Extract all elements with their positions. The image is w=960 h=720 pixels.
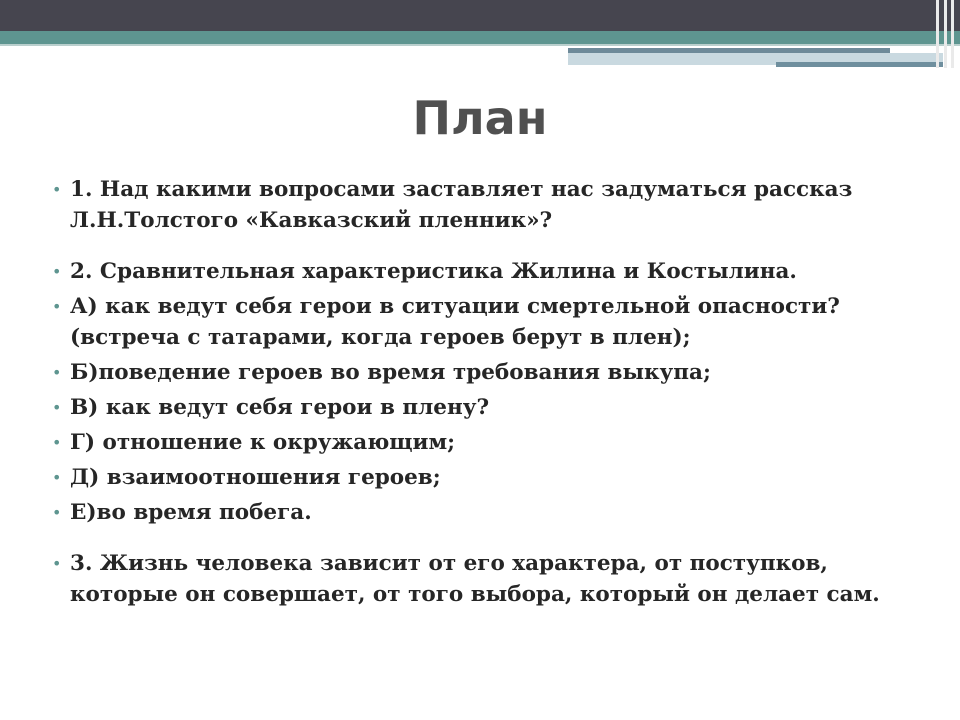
- list-item: [52, 462, 930, 493]
- bullet-icon: •: [52, 180, 62, 199]
- header-decor-bar-upper: [568, 48, 890, 53]
- bullet-icon: •: [52, 554, 62, 573]
- header-dark-band: [0, 0, 960, 31]
- list-item-text: 2. Сравнительная характеристика Жилина и Костылина.: [70, 259, 797, 284]
- list-item-text: Б)поведение героев во время требования выкупа;: [70, 360, 711, 385]
- header-teal-band: [0, 31, 960, 44]
- list-item: [52, 291, 930, 353]
- list-item: [52, 392, 930, 423]
- list-item: [52, 548, 930, 610]
- list-item: [52, 497, 930, 528]
- bullet-icon: •: [52, 297, 62, 316]
- header-edge-lines: [930, 0, 960, 68]
- list-item-text: Е)во время побега.: [70, 500, 312, 525]
- bullet-icon: •: [52, 262, 62, 281]
- bullet-icon: •: [52, 503, 62, 522]
- bullet-icon: •: [52, 433, 62, 452]
- slide-content: [52, 174, 930, 614]
- list-item-text: Г) отношение к окружающим;: [70, 430, 456, 455]
- list-item: [52, 174, 930, 236]
- list-item: [52, 357, 930, 388]
- bullet-icon: •: [52, 363, 62, 382]
- list-item-text: 1. Над какими вопросами заставляет нас задуматься рассказ Л.Н.Толстого «Кавказский пленник»?: [70, 177, 853, 233]
- header-decor-bar-lower: [776, 62, 943, 67]
- bullet-icon: •: [52, 468, 62, 487]
- edge-line: [951, 0, 954, 68]
- list-item-text: В) как ведут себя герои в плену?: [70, 395, 490, 420]
- edge-line: [936, 0, 939, 68]
- bullet-icon: •: [52, 398, 62, 417]
- list-item-text: А) как ведут себя герои в ситуации смертельной опасности? (встреча с татарами, когда героев берут в плен);: [70, 294, 840, 350]
- list-item: [52, 256, 930, 287]
- list-item: [52, 427, 930, 458]
- list-item-text: 3. Жизнь человека зависит от его характера, от поступков, которые он совершает, от того выбора, который он делает сам.: [70, 551, 880, 607]
- edge-line: [944, 0, 947, 68]
- slide-title: План: [412, 91, 548, 145]
- list-item-text: Д) взаимоотношения героев;: [70, 465, 441, 490]
- header-thin-line: [0, 44, 960, 46]
